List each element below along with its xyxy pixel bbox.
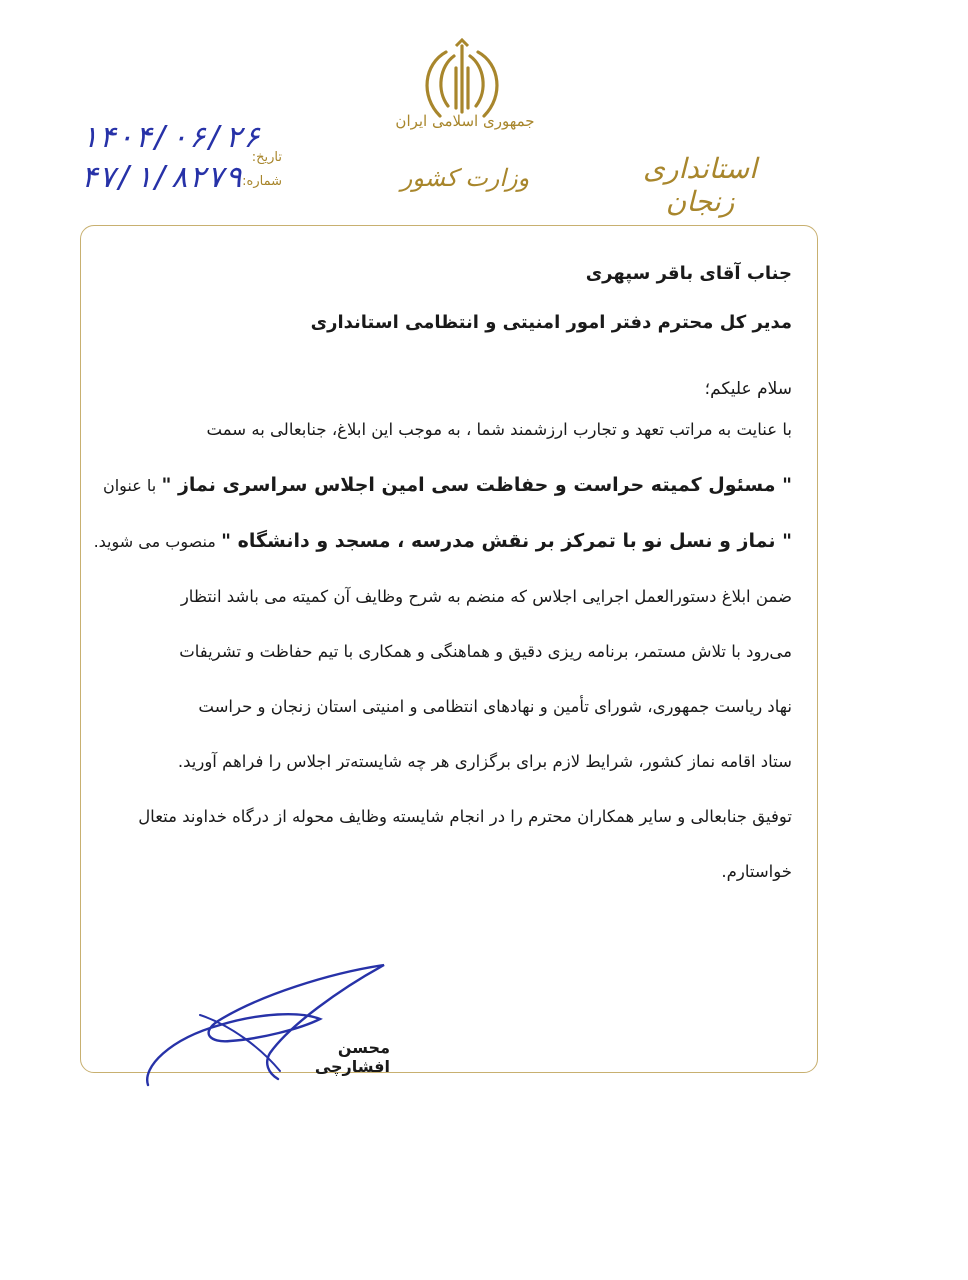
body-line: با عنایت به مراتب تعهد و تجارب ارزشمند شما ، به موجب این ابلاغ، جنابعالی به سمت (206, 420, 792, 439)
signer-name: محسن افشارچی (314, 1038, 390, 1076)
body-line: ضمن ابلاغ دستورالعمل اجرایی اجلاس که منضم به شرح وظایف آن کمیته می باشد انتظار (180, 587, 792, 606)
republic-title: جمهوری اسلامی ایران (395, 112, 535, 130)
recipient-name: جناب آقای باقر سپهری (585, 263, 792, 284)
body-text: منصوب می شوید. (93, 532, 216, 551)
body-line: خواستارم. (721, 862, 792, 881)
governorate-title: استانداری زنجان (643, 152, 757, 218)
iran-emblem-icon (410, 38, 514, 148)
greeting: سلام علیکم؛ (704, 379, 792, 399)
date-label: تاریخ: (251, 150, 282, 165)
appointment-title: " مسئول کمیته حراست و حفاظت سی امین اجلاس سراسری نماز " (161, 474, 792, 496)
ministry-title: وزارت کشور (400, 164, 530, 192)
body-line: ستاد اقامه نماز کشور، شرایط لازم برای برگزاری هر چه شایسته‌تر اجلاس را فراهم آورید. (177, 752, 792, 771)
number-value: ۴۷/۱/۸۲۷۹ (80, 160, 243, 195)
body-line: نهاد ریاست جمهوری، شورای تأمین و نهادهای انتظامی و امنیتی استان زنجان و حراست (198, 697, 792, 716)
body-text: با عنوان (102, 476, 157, 495)
body-line (102, 471, 792, 500)
body-line (93, 527, 792, 556)
body-line: توفیق جنابعالی و سایر همکاران محترم را در انجام شایسته وظایف محوله از درگاه خداوند متعال (138, 807, 792, 826)
number-label: شماره: (242, 174, 282, 189)
conference-title: " نماز و نسل نو با تمرکز بر نقش مدرسه ، مسجد و دانشگاه " (221, 530, 792, 552)
letter-paragraph (93, 416, 792, 886)
recipient-title: مدیر کل محترم دفتر امور امنیتی و انتظامی استانداری (310, 312, 792, 333)
body-line: می‌رود با تلاش مستمر، برنامه ریزی دقیق و هماهنگی و همکاری با تیم حفاظت و تشریفات (179, 642, 792, 661)
letter-body (93, 262, 792, 913)
date-value: ۱۴۰۴/۰۶/۲۶ (80, 120, 261, 155)
meta-values (80, 118, 261, 198)
